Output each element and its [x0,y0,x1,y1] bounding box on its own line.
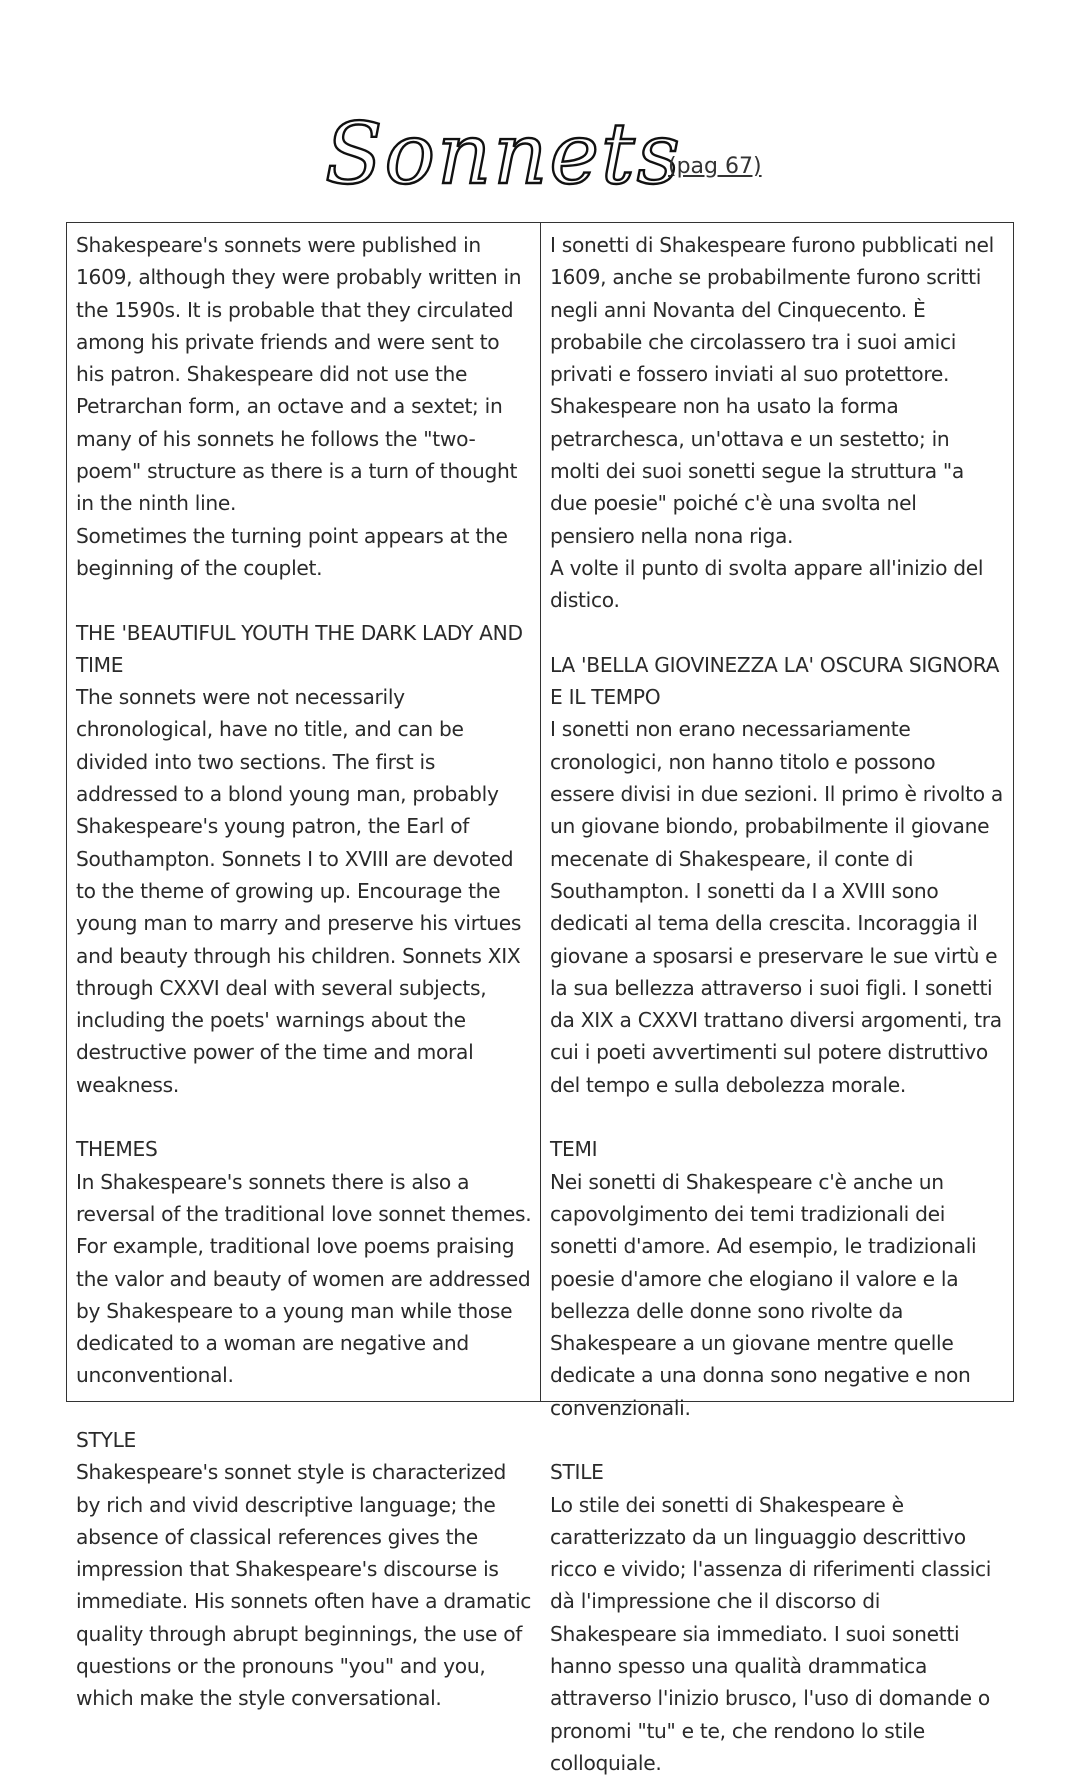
section-heading: LA 'BELLA GIOVINEZZA LA' OSCURA SIGNORA E IL TEMPO [550,652,1000,710]
english-column [67,223,541,1711]
intro-paragraph: Shakespeare's sonnets were published in 1609, although they were probably written in the 1590s. It is probable that they circulated among his private friends and were sent to his patron. Shakespeare did not use the Petrarchan form, an octave and a sextet; in many of his sonnets he follows the "two-poem" structure as there is a turn of thought in the ninth line. [76,233,522,516]
page-reference: (pag 67) [668,154,762,179]
section-heading: STILE [550,1460,604,1485]
section-heading: TEMI [550,1137,598,1162]
italian-column [541,223,1013,1775]
section-body: Nei sonetti di Shakespeare c'è anche un capovolgimento dei temi tradizionali dei sonetti d'amore. Ad esempio, le tradizionali poesie d'amore che elogiano il valore e la bellezza delle donne sono rivolte da Shakespeare a un giovane mentre quelle dedicate a una donna sono negative e non convenzionali. [550,1169,977,1420]
page-title: Sonnets [325,105,682,203]
section-body: Shakespeare's sonnet style is characterized by rich and vivid descriptive language; the absence of classical references gives the impression that Shakespeare's discourse is immediate. His sonnets often have a dramatic quality through abrupt beginnings, the use of questions or the pronouns "you" and you, which make the style conversational. [76,1460,532,1711]
section-heading: THEMES [76,1137,158,1162]
section-body: The sonnets were not necessarily chronological, have no title, and can be divided into two sections. The first is addressed to a blond young man, probably Shakespeare's young patron, the Earl of Southampton. Sonnets I to XVIII are devoted to the theme of growing up. Encourage the young man to marry and preserve his virtues and beauty through his children. Sonnets XIX through CXXVI deal with several subjects, including the poets' warnings about the destructive power of the time and moral weakness. [76,685,522,1097]
title-area [0,100,1080,210]
intro-paragraph-2: Sometimes the turning point appears at the beginning of the couplet. [76,523,508,580]
section-body: Lo stile dei sonetti di Shakespeare è caratterizzato da un linguaggio descrittivo ricco e vivido; l'assenza di riferimenti classici dà l'impressione che il discorso di Shakespeare sia immediato. I suoi sonetti hanno spesso una qualità drammatica attraverso l'inizio brusco, l'uso di domande o pronomi "tu" e te, che rendono lo stile colloquiale. [550,1492,992,1775]
section-body: In Shakespeare's sonnets there is also a reversal of the traditional love sonnet themes. For example, traditional love poems praising the valor and beauty of women are addressed by Shakespeare to a young man while those dedicated to a woman are negative and unconventional. [76,1169,532,1388]
bilingual-table [66,222,1014,1775]
intro-paragraph: I sonetti di Shakespeare furono pubblicati nel 1609, anche se probabilmente furono scritti negli anni Novanta del Cinquecento. È probabile che circolassero tra i suoi amici privati e fossero inviati al suo protettore. Shakespeare non ha usato la forma petrarchesca, un'ottava e un sestetto; in molti dei suoi sonetti segue la struttura "a due poesie" poiché c'è una svolta nel pensiero nella nona riga. [550,233,994,548]
section-heading: THE 'BEAUTIFUL YOUTH THE DARK LADY AND TIME [76,620,523,677]
intro-paragraph-2: A volte il punto di svolta appare all'inizio del distico. [550,555,984,613]
section-heading: STYLE [76,1427,136,1452]
section-body: I sonetti non erano necessariamente cronologici, non hanno titolo e possono essere divisi in due sezioni. Il primo è rivolto a un giovane biondo, probabilmente il giovane mecenate di Shakespeare, il conte di Southampton. I sonetti da I a XVIII sono dedicati al tema della crescita. Incoraggia il giovane a sposarsi e preservare le sue virtù e la sua bellezza attraverso i suoi figli. I sonetti da XIX a CXXVI trattano diversi argomenti, tra cui i poeti avvertimenti sul potere distruttivo del tempo e sulla debolezza morale. [550,717,1003,1097]
